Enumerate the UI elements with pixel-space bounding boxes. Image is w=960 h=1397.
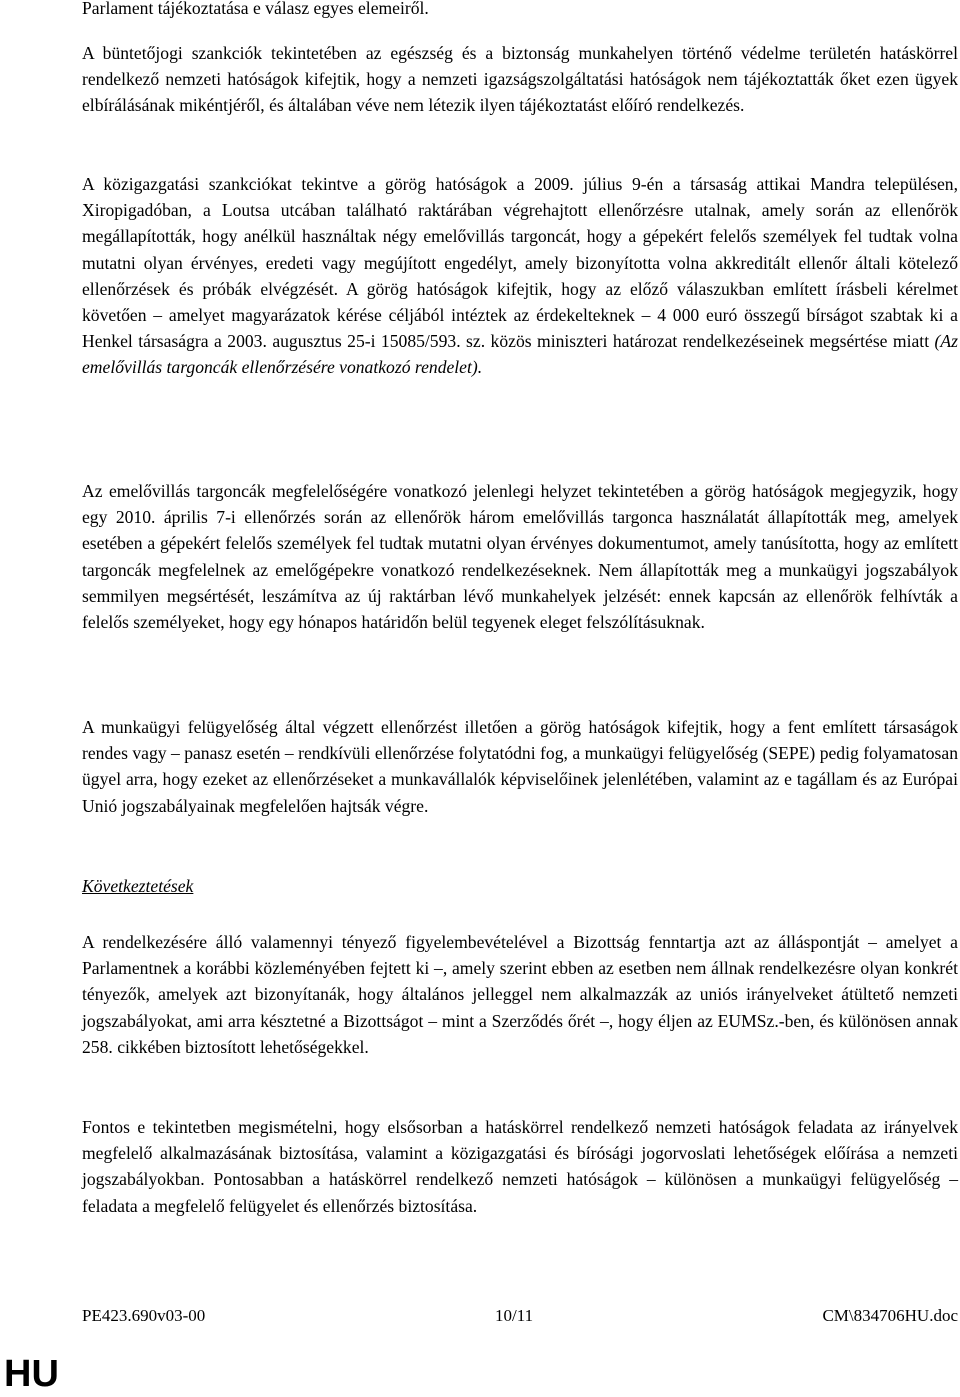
paragraph-conclusion-1: A rendelkezésére álló valamennyi tényező figyelembevételével a Bizottság fenntartja azt az álláspontját – amelyet a Parlamentnek a korábbi közleményében fejtett ki –, amely szerint ebben az esetben nem állnak rendelkezésre olyan konkrét tényezők, amelyek azt bizonyítanák, hogy általános jelleggel nem alkalmazzák az uniós irányelveket átültető nemzeti jogszabályokat, ami arra késztetné a Bizottságot – mint a Szerződés őrét –, hogy éljen az EUMSz.-ben, és különösen annak 258. cikkében biztosított lehetőségekkel. [82, 932, 958, 1057]
regulation-name: (Az emelővillás targoncák ellenőrzésére vonatkozó rendelet). [82, 331, 958, 378]
page-footer [82, 1303, 958, 1329]
paragraph-forklift-status: Az emelővillás targoncák megfelelőségére vonatkozó jelenlegi helyzet tekintetében a görög hatóságok megjegyzik, hogy egy 2010. április 7-i ellenőrzés során az ellenőrök három emelővillás targonca használatát állapították meg, amelyek esetében a gépekért felelős személyek fel tudtak mutatni olyan érvényes dokumentumot, amely tanúsította, hogy az említett targoncák megfelelnek az emelőgépekre vonatkozó rendelkezéseknek. Nem állapították meg a munkaügyi jogszabályok semmilyen megsértését, leszámítva az új raktárban lévő munkahelyek jelzését: ennek kapcsán az ellenőrök felhívták a felelős személyeket, hogy egy hónapos határidőn belül tegyenek eleget felszólításuknak. [82, 481, 958, 633]
paragraph-criminal-sanctions: A büntetőjogi szankciók tekintetében az egészség és a biztonság munkahelyen történő védelme területén hatáskörrel rendelkező nemzeti hatóságok kifejtik, hogy a nemzeti igazságszolgáltatási hatóságok nem tájékoztatták őket ezen ügyek elbírálásának mikéntjéről, és általában véve nem létezik ilyen tájékoztatást előíró rendelkezés. [82, 43, 958, 116]
footer-reference: PE423.690v03-00 [82, 1306, 206, 1325]
paragraph-labour-inspectorate: A munkaügyi felügyelőség által végzett ellenőrzést illetően a görög hatóságok kifejtik, hogy a fent említett társaságok rendes vagy – panasz esetén – rendkívüli ellenőrzése folytatódni fog, a munkaügyi felügyelőség (SEPE) pedig folyamatosan ügyel arra, hogy ezeket az ellenőrzéseket a munkavállalók képviselőinek jelenlétében, valamint az e tagállam és az Európai Unió jogszabályainak megfelelően hajtsák végre. [82, 717, 958, 816]
language-code: HU [4, 1353, 59, 1395]
footer-doc-id: CM\834706HU.doc [822, 1306, 958, 1325]
footer-page-number: 10/11 [495, 1306, 534, 1325]
section-heading-conclusions: Következtetések [82, 876, 194, 896]
paragraph-administrative-sanctions-text: A közigazgatási szankciókat tekintve a görög hatóságok a 2009. július 9-én a társaság attikai Mandra településen, Xiropigadóban, a Loutsa utcában található raktárában végrehajtott ellenőrzésre utalnak, amely során az ellenőrök megállapították, hogy anélkül használtak négy emelővillás targoncát, hogy a gépekért felelős személyek fel tudtak volna mutatni olyan érvényes, eredeti vagy megújított engedélyt, amely bizonyította volna akkreditált ellenőr általi kötelező ellenőrzések és próbák elvégzését. A görög hatóságok kifejtik, hogy az előző válaszukban említett írásbeli kérelmet követően – amelyet magyarázatok kérése céljából intéztek az érdekelteknek – 4 000 euró összegű bírságot szabtak ki a Henkel társaságra a 2003. augusztus 25-i 15085/593. sz. közös miniszteri határozat rendelkezéseinek megsértése miatt [82, 174, 958, 352]
paragraph-administrative-sanctions [82, 171, 958, 381]
paragraph-conclusion-2: Fontos e tekintetben megismételni, hogy elsősorban a hatáskörrel rendelkező nemzeti hatóságok feladata az irányelvek megfelelő alkalmazásának biztosítása, valamint a közigazgatási és bírósági jogorvoslati lehetőségek előírása a nemzeti jogszabályokban. Pontosabban a hatáskörrel rendelkező nemzeti hatóságok – különösen a munkaügyi felügyelőség – feladata a megfelelő felügyelet és ellenőrzés biztosítása. [82, 1117, 958, 1216]
intro-line: Parlament tájékoztatása e válasz egyes elemeiről. [82, 0, 429, 18]
